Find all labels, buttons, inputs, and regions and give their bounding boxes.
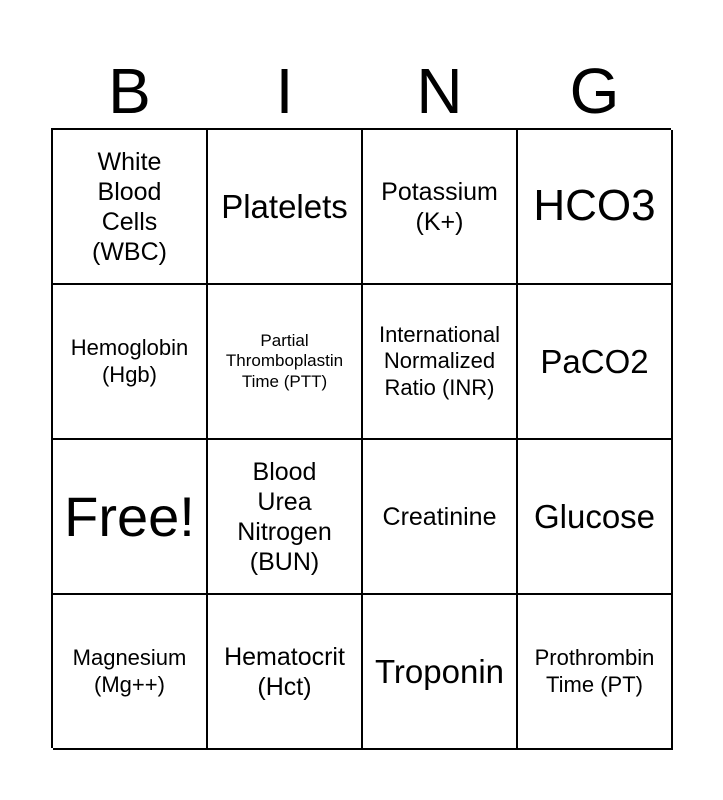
bingo-cell[interactable] [363, 285, 518, 440]
bingo-header [52, 54, 672, 128]
cell-label: Glucose [533, 497, 656, 535]
header-letter-n: N [416, 55, 463, 127]
bingo-cell[interactable] [518, 440, 673, 595]
cell-label: Potassium (K+) [381, 177, 498, 236]
bingo-grid [51, 128, 671, 748]
bingo-cell[interactable] [518, 595, 673, 750]
bingo-cell[interactable] [53, 285, 208, 440]
bingo-cell[interactable] [363, 595, 518, 750]
cell-label: Blood Urea Nitrogen (BUN) [237, 457, 332, 576]
cell-label: HCO3 [533, 181, 656, 231]
cell-label: Hemoglobin (Hgb) [70, 335, 189, 387]
bingo-cell[interactable] [363, 440, 518, 595]
cell-label: Troponin [374, 652, 505, 690]
bingo-cell[interactable] [208, 285, 363, 440]
bingo-cell[interactable] [363, 130, 518, 285]
header-letter-g: G [569, 55, 620, 127]
free-label: Free! [64, 484, 195, 548]
cell-label: Platelets [221, 187, 348, 225]
bingo-cell[interactable] [208, 440, 363, 595]
cell-label: International Normalized Ratio (INR) [378, 321, 501, 400]
bingo-cell[interactable] [518, 130, 673, 285]
bingo-cell[interactable] [518, 285, 673, 440]
cell-label: Partial Thromboplastin Time (PTT) [225, 330, 344, 391]
header-letter-i: I [275, 55, 294, 127]
bingo-cell[interactable] [53, 595, 208, 750]
cell-label: Creatinine [382, 502, 497, 531]
cell-label: White Blood Cells (WBC) [92, 147, 167, 266]
bingo-cell[interactable] [53, 130, 208, 285]
cell-label: Prothrombin Time (PT) [534, 645, 655, 697]
bingo-cell[interactable] [208, 130, 363, 285]
bingo-cell[interactable] [208, 595, 363, 750]
cell-label: Magnesium (Mg++) [72, 645, 187, 697]
bingo-cell-free[interactable] [53, 440, 208, 595]
cell-label: Hematocrit (Hct) [224, 642, 345, 701]
cell-label: PaCO2 [540, 342, 649, 380]
header-letter-b: B [108, 55, 151, 127]
